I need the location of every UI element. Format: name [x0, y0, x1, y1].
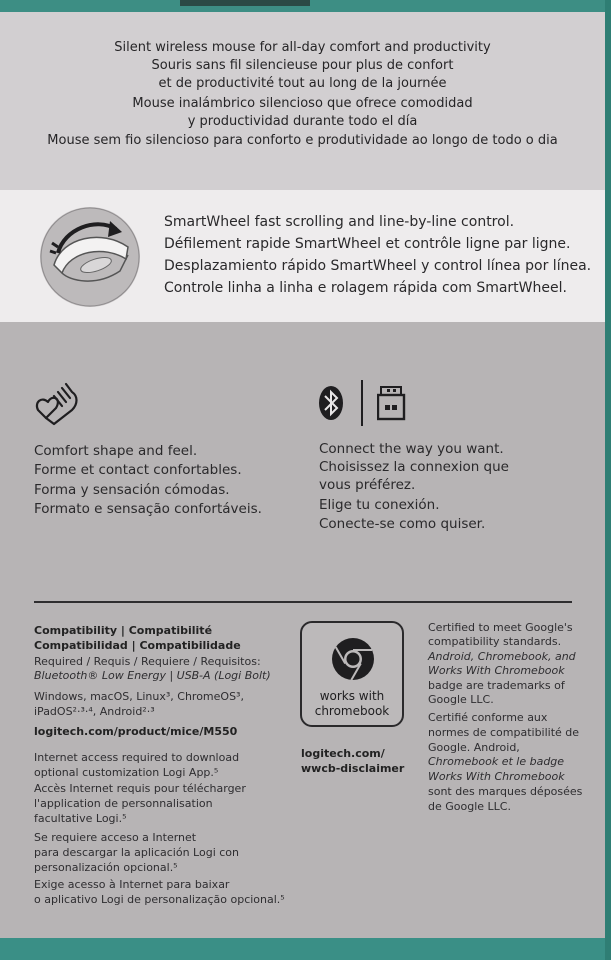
tagline-fr-1: Souris sans fil silencieuse pour plus de confort	[151, 58, 454, 73]
comfort-pt: Formato e sensação confortáveis.	[34, 501, 262, 517]
certified-line-13: de Google LLC.	[428, 800, 511, 813]
chrome-logo-icon	[331, 637, 375, 681]
certified-line-1: Certified to meet Google's	[428, 621, 573, 634]
smartwheel-fr: Défilement rapide SmartWheel et contrôle ligne par ligne.	[164, 236, 571, 252]
smartwheel-es: Desplazamiento rápido SmartWheel y control línea por línea.	[164, 258, 592, 274]
tagline-fr-2: et de productivité tout au long de la journée	[158, 76, 447, 91]
top-teal-band	[0, 0, 611, 12]
certified-line-6: Google LLC.	[428, 693, 494, 706]
smartwheel-en: SmartWheel fast scrolling and line-by-line control.	[164, 214, 515, 230]
certified-line-9: Google. Android,	[428, 741, 520, 754]
tagline-es-2: y productividad durante todo el día	[187, 114, 418, 129]
internet-line-8: personalización opcional.⁵	[34, 861, 178, 874]
usb-receiver-icon	[377, 385, 407, 421]
mouse-scroll-wheel-icon	[40, 207, 140, 307]
internet-line-1: Internet access required to download	[34, 751, 240, 764]
internet-line-6: Se requiere acceso a Internet	[34, 831, 197, 844]
comfort-es: Forma y sensación cómodas.	[34, 482, 230, 498]
badge-line-2: chromebook	[314, 704, 390, 718]
bottom-teal-band	[0, 938, 611, 960]
connect-es: Elige tu conexión.	[319, 497, 440, 513]
certified-line-7: Certifié conforme aux	[428, 711, 548, 724]
tagline-pt: Mouse sem fio silencioso para conforto e produtividade ao longo de todo o dia	[47, 133, 558, 148]
connect-pt: Conecte-se como quiser.	[319, 516, 486, 532]
badge-line-1: works with	[319, 689, 385, 703]
connect-fr-1: Choisissez la connexion que	[319, 459, 509, 475]
certified-line-5: badge are trademarks of	[428, 679, 565, 692]
top-dark-tab	[180, 0, 310, 6]
icon-separator	[361, 380, 363, 426]
compat-url: logitech.com/product/mice/M550	[34, 725, 238, 738]
internet-line-10: o aplicativo Logi de personalização opcional.⁵	[34, 893, 285, 906]
compat-required: Required / Requis / Requiere / Requisitos:	[34, 655, 261, 668]
compat-os-1: Windows, macOS, Linux³, ChromeOS³,	[34, 690, 244, 703]
hand-heart-icon	[32, 380, 82, 428]
compat-title-1: Compatibility | Compatibilité	[34, 624, 213, 637]
internet-line-3: Accès Internet requis pour télécharger	[34, 782, 246, 795]
certified-line-2: compatibility standards.	[428, 635, 562, 648]
right-teal-edge	[605, 0, 611, 960]
works-with-chromebook-badge	[300, 621, 404, 727]
compat-os-2: iPadOS²·³·⁴, Android²·³	[34, 705, 155, 718]
certified-line-11: Works With Chromebook	[428, 770, 565, 783]
certified-line-12: sont des marques déposées	[428, 785, 583, 798]
connect-en: Connect the way you want.	[319, 441, 504, 457]
disclaimer-link-1[interactable]: logitech.com/	[301, 747, 385, 760]
internet-line-7: para descargar la aplicación Logi con	[34, 846, 239, 859]
certified-line-4: Works With Chromebook	[428, 664, 565, 677]
certified-line-10: Chromebook et le badge	[428, 755, 565, 768]
section-divider	[34, 601, 572, 603]
internet-line-5: facultative Logi.⁵	[34, 812, 127, 825]
comfort-fr: Forme et contact confortables.	[34, 462, 242, 478]
compat-bluetooth: Bluetooth® Low Energy | USB-A (Logi Bolt)	[34, 669, 271, 682]
tagline-en: Silent wireless mouse for all-day comfort and productivity	[114, 40, 491, 55]
certified-line-3: Android, Chromebook, and	[428, 650, 576, 663]
certified-line-8: normes de compatibilité de	[428, 726, 580, 739]
connect-fr-2: vous préférez.	[319, 477, 416, 493]
disclaimer-link-2[interactable]: wwcb-disclaimer	[301, 762, 405, 775]
internet-line-2: optional customization Logi App.⁵	[34, 766, 219, 779]
tagline-es-1: Mouse inalámbrico silencioso que ofrece comodidad	[132, 96, 473, 111]
internet-line-4: l'application de personnalisation	[34, 797, 213, 810]
tagline-section	[0, 12, 605, 190]
smartwheel-pt: Controle linha a linha e rolagem rápida com SmartWheel.	[164, 280, 567, 296]
comfort-en: Comfort shape and feel.	[34, 443, 198, 459]
compat-title-2: Compatibilidad | Compatibilidade	[34, 639, 241, 652]
bluetooth-icon	[318, 385, 344, 421]
internet-line-9: Exige acesso à Internet para baixar	[34, 878, 230, 891]
